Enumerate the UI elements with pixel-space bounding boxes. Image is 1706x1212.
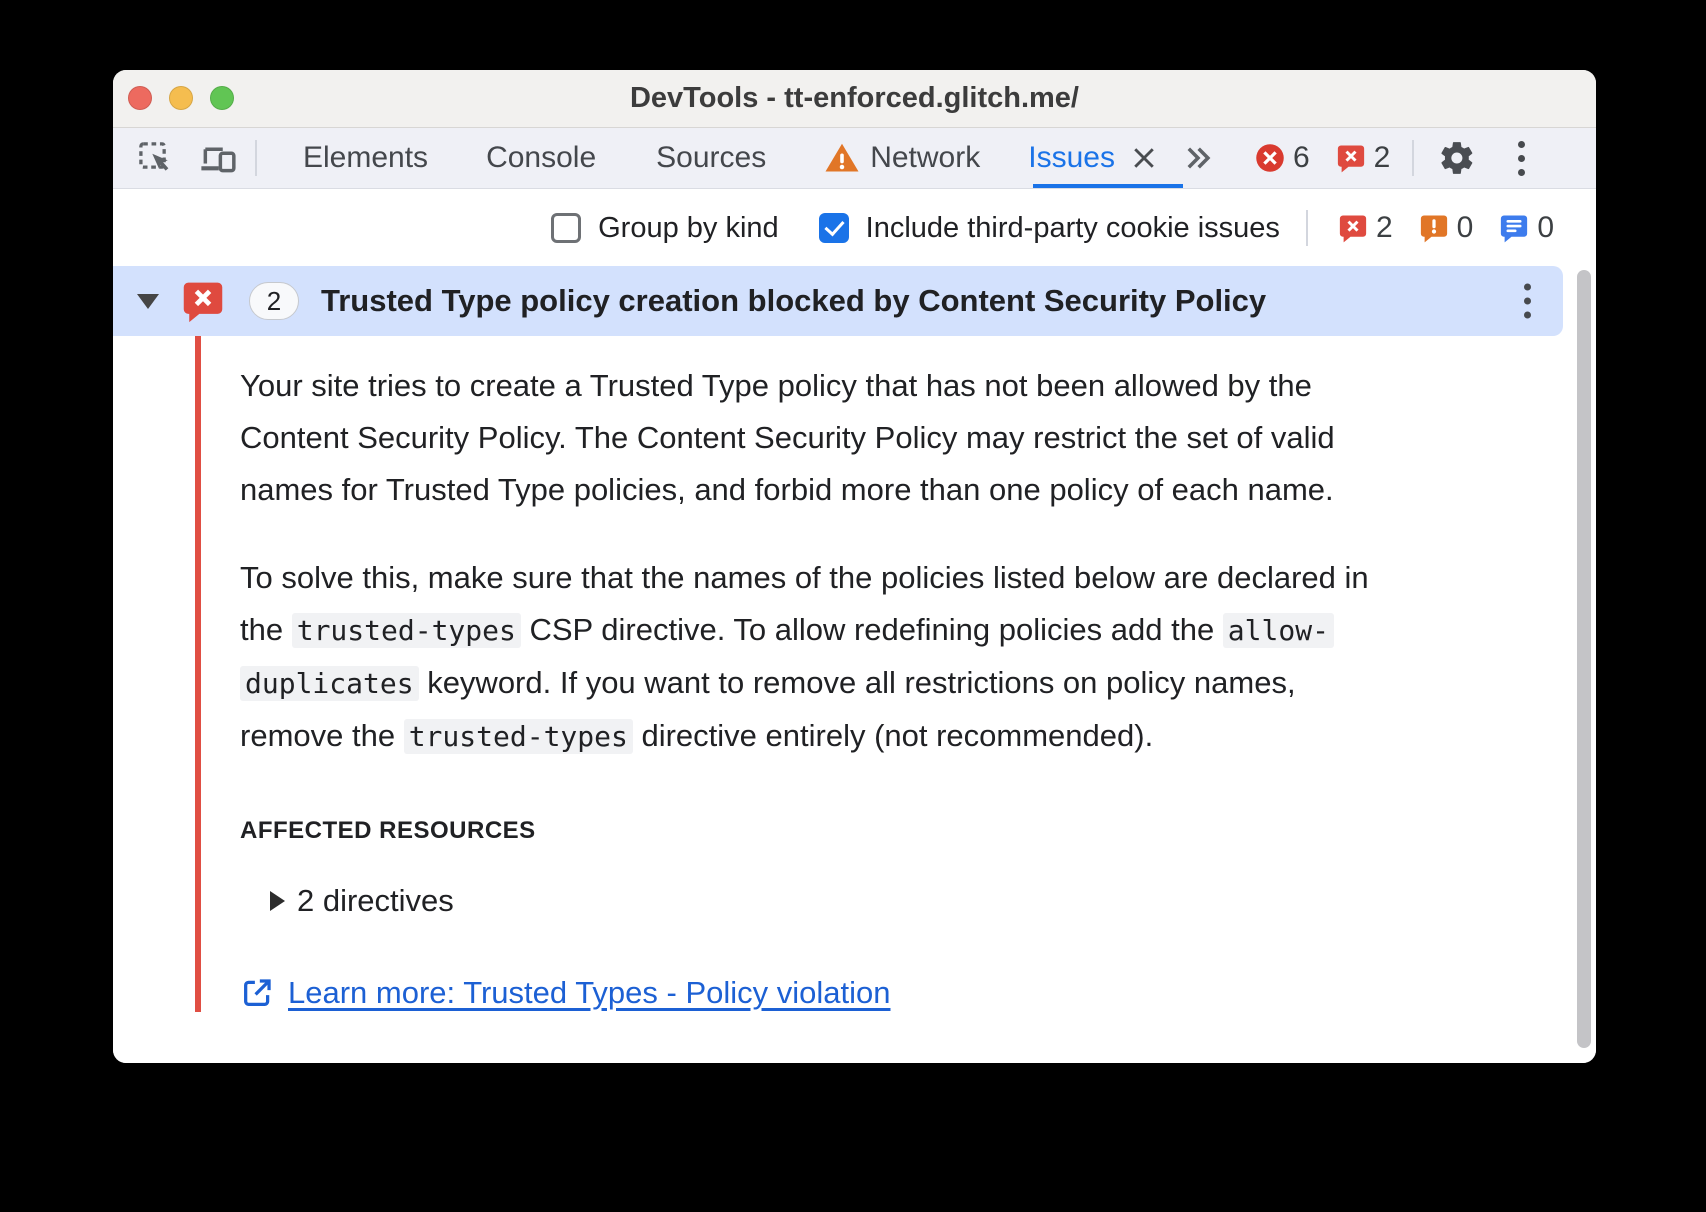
issue-kebab-menu-icon[interactable] <box>1524 284 1531 319</box>
improvement-bubble-icon <box>1499 213 1529 243</box>
inspect-icon[interactable] <box>137 140 173 176</box>
breaking-change-bubble-icon <box>1338 213 1368 243</box>
toolbar-divider <box>1412 140 1414 176</box>
breaking-change-count: 2 <box>1375 211 1393 244</box>
warning-triangle-icon <box>824 140 860 176</box>
learn-more-row <box>240 975 1476 1011</box>
settings-gear-icon[interactable] <box>1438 139 1476 177</box>
group-by-kind-checkbox[interactable] <box>551 212 779 245</box>
window-title: DevTools - tt-enforced.glitch.me/ <box>629 82 1079 114</box>
devtools-tab-bar <box>113 128 1596 189</box>
affected-resources-heading: AFFECTED RESOURCES <box>240 817 536 844</box>
issue-title: Trusted Type policy creation blocked by Content Security Policy <box>321 283 1267 318</box>
group-by-kind-label: Group by kind <box>598 211 779 244</box>
scrollbar-thumb[interactable] <box>1577 270 1591 1048</box>
tab-sources[interactable]: Sources <box>656 141 767 174</box>
active-tab-indicator <box>1033 184 1183 188</box>
external-link-icon[interactable] <box>240 976 274 1010</box>
include-cookie-label: Include third-party cookie issues <box>865 211 1280 244</box>
issue-accent-bar <box>195 336 201 1012</box>
close-window-button[interactable] <box>128 86 152 110</box>
checkbox-checked-icon[interactable] <box>819 213 849 243</box>
checkbox-unchecked-icon[interactable] <box>551 213 581 243</box>
issues-toolbar <box>113 190 1596 266</box>
page-error-count: 0 <box>1456 211 1474 244</box>
issue-detail-panel <box>113 336 1596 1063</box>
expand-triangle-icon[interactable] <box>137 294 159 309</box>
traffic-lights <box>128 86 234 110</box>
toolbar-divider <box>255 140 257 176</box>
minimize-window-button[interactable] <box>169 86 193 110</box>
issue-occurrence-badge: 2 <box>249 282 299 320</box>
include-cookie-checkbox[interactable] <box>819 212 1280 245</box>
tab-issues[interactable]: Issues <box>1028 141 1115 174</box>
close-issues-tab-icon[interactable] <box>1129 143 1159 173</box>
issue-count[interactable]: 2 <box>1373 141 1391 174</box>
more-tabs-chevron-icon[interactable] <box>1181 141 1215 175</box>
issue-header-row[interactable] <box>113 266 1563 336</box>
directives-label: 2 directives <box>297 883 454 918</box>
directives-toggle[interactable] <box>258 883 1476 919</box>
issue-paragraph-2: To solve this, make sure that the names of the policies listed below are declared in the trusted-types CSP directive. To allow redefining policies add the allow- duplicates keyword. If you want to remove all restrictions on policy names, remove the trusted-types directive entirely (not recommended). <box>240 560 1369 753</box>
page-error-bubble-icon <box>1419 213 1449 243</box>
issue-kind-bubble-icon <box>181 279 225 323</box>
error-count[interactable]: 6 <box>1292 141 1310 174</box>
device-toolbar-icon[interactable] <box>199 139 237 177</box>
learn-more-link[interactable]: Learn more: Trusted Types - Policy violation <box>288 975 891 1010</box>
tab-console[interactable]: Console <box>486 141 597 174</box>
collapsed-triangle-icon[interactable] <box>270 891 285 911</box>
toolbar-divider <box>1306 210 1308 246</box>
tab-elements[interactable]: Elements <box>303 141 429 174</box>
devtools-window <box>113 70 1596 1063</box>
error-circle-icon[interactable] <box>1255 143 1285 173</box>
improvement-count: 0 <box>1537 211 1554 244</box>
tab-network[interactable]: Network <box>870 141 981 174</box>
issue-bubble-icon[interactable] <box>1336 143 1366 173</box>
issue-paragraph-1: Your site tries to create a Trusted Type policy that has not been allowed by the Content Security Policy. The Content Security Policy may restrict the set of valid names for Trusted Type policies, and forbid more than one policy of each name. <box>240 368 1335 507</box>
title-bar <box>113 70 1596 128</box>
kebab-menu-icon[interactable] <box>1518 141 1525 176</box>
zoom-window-button[interactable] <box>210 86 234 110</box>
